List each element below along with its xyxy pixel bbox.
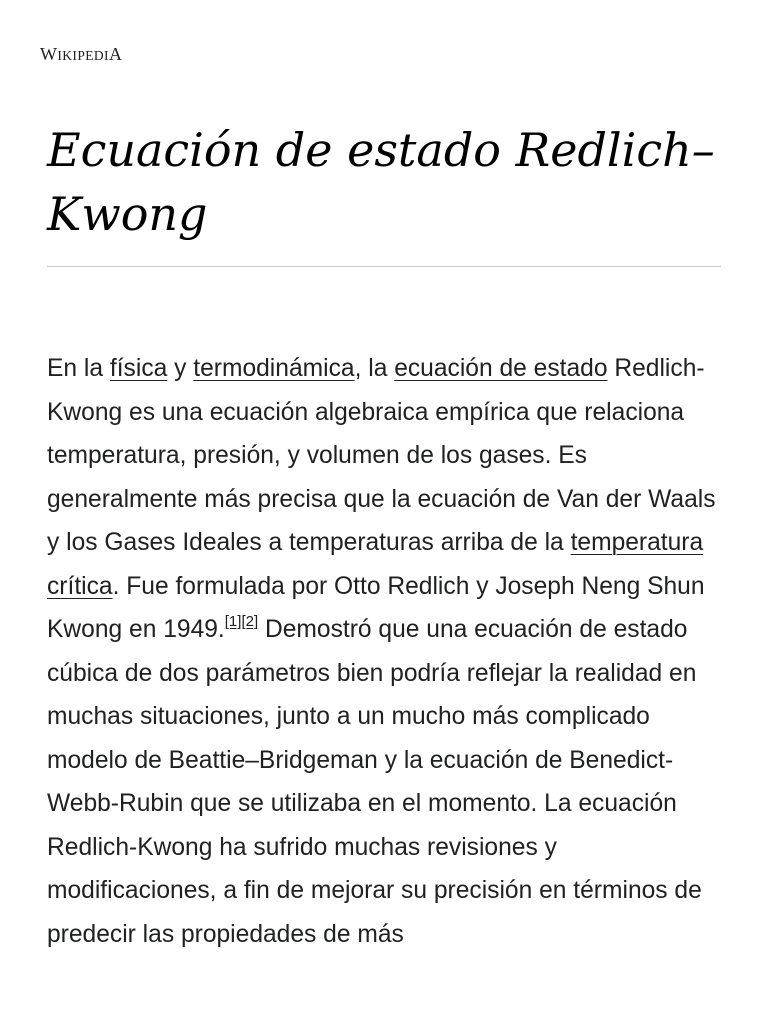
link-fisica[interactable]: física xyxy=(109,355,168,382)
reference-link-2[interactable]: [2] xyxy=(241,613,259,630)
intro-paragraph xyxy=(47,347,722,956)
paragraph-text: . Fue formulada por Otto Redlich y Joseph Neng Shun Kwong en 1949. xyxy=(47,572,705,643)
paragraph-text: Redlich-Kwong es una ecuación algebraica empírica que relaciona temperatura, presión, y volumen de los gases. Es generalmente más precisa que la ecuación de Van der Waals y los Gases Ideales a temperaturas arriba de la xyxy=(47,355,716,556)
paragraph-text: Demostró que una ecuación de estado cúbica de dos parámetros bien podría reflejar la realidad en muchas situaciones, junto a un mucho más complicado modelo de Beattie–Bridgeman y la ecuación de Benedict-Webb-Rubin que se utilizaba en el momento. La ecuación Redlich-Kwong ha sufrido muchas revisiones y modificaciones, a fin de mejorar su precisión en términos de predecir las propiedades de más xyxy=(47,616,702,948)
title-divider xyxy=(47,266,721,267)
reference-markers xyxy=(225,613,258,630)
link-ecuacion-de-estado[interactable]: ecuación de estado xyxy=(394,355,608,382)
link-termodinamica[interactable]: termodinámica xyxy=(193,355,355,382)
wordmark-initial: W xyxy=(40,44,58,64)
wordmark-middle: IKIPEDI xyxy=(57,48,109,63)
link-temperatura-critica[interactable]: temperatura crítica xyxy=(47,529,704,600)
paragraph-text: y xyxy=(167,355,194,382)
wikipedia-wordmark[interactable] xyxy=(40,42,122,68)
paragraph-text: En la xyxy=(47,355,110,382)
page-title: Ecuación de estado Redlich–Kwong xyxy=(47,123,715,241)
paragraph-text: , la xyxy=(354,355,395,382)
wordmark-final: A xyxy=(108,44,123,64)
reference-link-1[interactable]: [1] xyxy=(224,613,242,630)
